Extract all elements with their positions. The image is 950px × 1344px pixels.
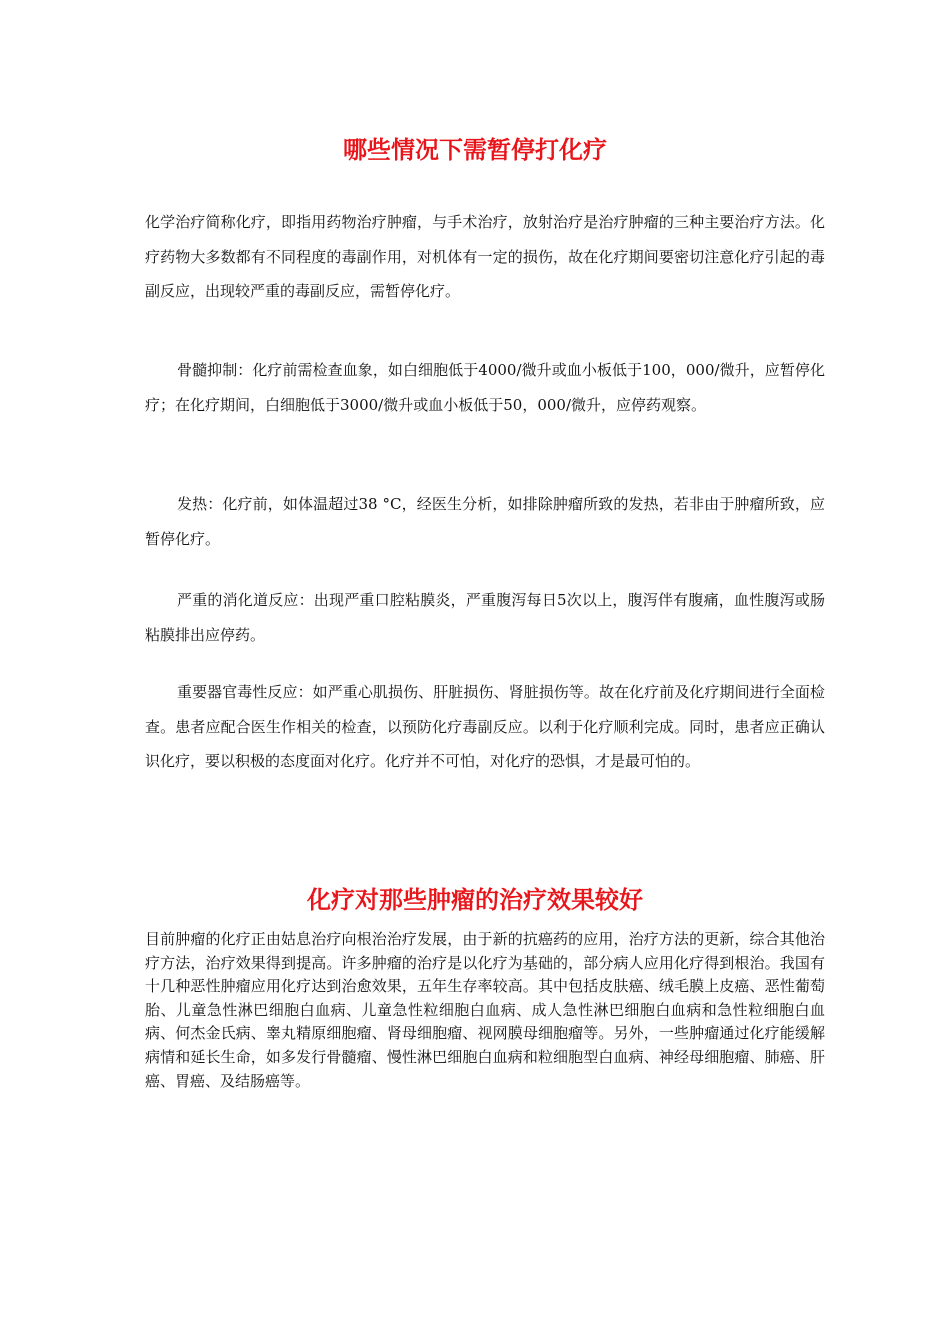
fever-paragraph: 发热：化疗前，如体温超过38 °C，经医生分析，如排除肿瘤所致的发热，若非由于肿瘤所致，应暂停化疗。: [145, 495, 825, 548]
intro-paragraph: 化学治疗简称化疗，即指用药物治疗肿瘤，与手术治疗，放射治疗是治疗肿瘤的三种主要治疗方法。化疗药物大多数都有不同程度的毒副作用，对机体有一定的损伤，故在化疗期间要密切注意化疗引起的毒副反应，出现较严重的毒副反应，需暂停化疗。: [145, 213, 825, 300]
digestive-paragraph: 严重的消化道反应：出现严重口腔粘膜炎，严重腹泻每日5次以上，腹泻伴有腹痛，血性腹泻或肠粘膜排出应停药。: [145, 591, 825, 644]
bone-marrow-paragraph: 骨髓抑制：化疗前需检查血象，如白细胞低于4000/微升或血小板低于100，000/微升，应暂停化疗；在化疗期间，白细胞低于3000/微升或血小板低于50，000/微升，应停药观察。: [145, 361, 825, 414]
section2-body-paragraph: 目前肿瘤的化疗正由姑息治疗向根治治疗发展，由于新的抗癌药的应用，治疗方法的更新，综合其他治疗方法，治疗效果得到提高。许多肿瘤的治疗是以化疗为基础的，部分病人应用化疗得到根治。我国有十几种恶性肿瘤应用化疗达到治愈效果，五年生存率较高。其中包括皮肤癌、绒毛膜上皮癌、恶性葡萄胎、儿童急性淋巴细胞白血病、儿童急性粒细胞白血病、成人急性淋巴细胞白血病和急性粒细胞白血病、何杰金氏病、睾丸精原细胞瘤、肾母细胞瘤、视网膜母细胞瘤等。另外，一些肿瘤通过化疗能缓解病情和延长生命，如多发行骨髓瘤、慢性淋巴细胞白血病和粒细胞型白血病、神经母细胞瘤、肺癌、肝癌、胃癌、及结肠癌等。: [145, 930, 825, 1090]
section2-title: 化疗对那些肿瘤的治疗效果较好: [307, 886, 643, 914]
section1-title: 哪些情况下需暂停打化疗: [343, 136, 607, 164]
organ-toxicity-paragraph: 重要器官毒性反应：如严重心肌损伤、肝脏损伤、肾脏损伤等。故在化疗前及化疗期间进行全面检查。患者应配合医生作相关的检查，以预防化疗毒副反应。以利于化疗顺利完成。同时，患者应正确认识化疗，要以积极的态度面对化疗。化疗并不可怕，对化疗的恐惧，才是最可怕的。: [145, 683, 825, 770]
